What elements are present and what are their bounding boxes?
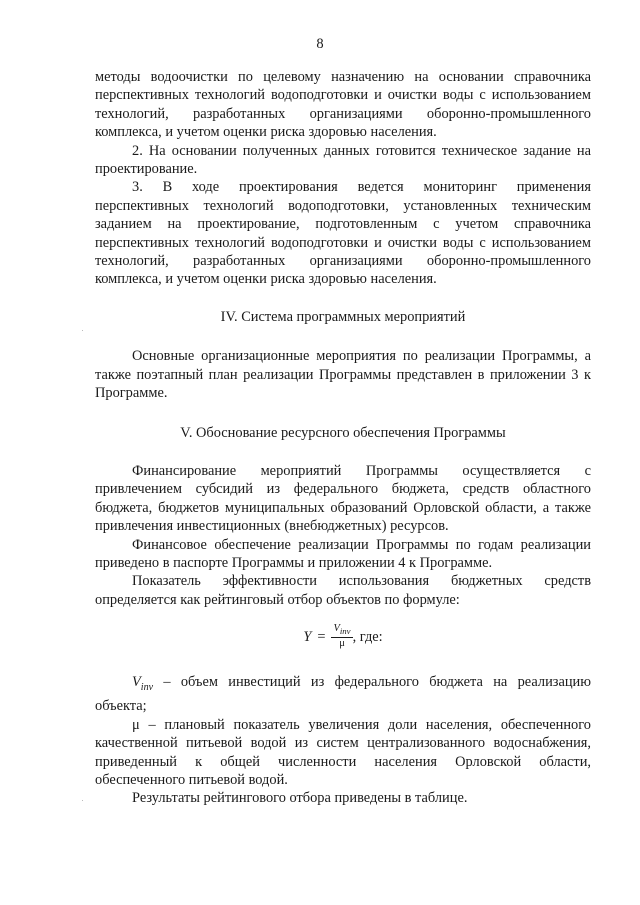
paragraph-financial-support: Финансовое обеспечение реализации Программы по годам реализации приведено в паспорте Программы и приложении 4 к Программе. [95, 536, 591, 571]
paragraph-efficiency-indicator: Показатель эффективности использования бюджетных средств определяется как рейтинговый отбор объектов по формуле: [95, 573, 591, 608]
formula-numerator [331, 623, 352, 638]
paragraph-results: Результаты рейтингового отбора приведены в таблице. [132, 790, 468, 807]
scan-mark [82, 800, 83, 801]
definition-vinv-sub: inv [140, 682, 154, 694]
scan-mark [82, 330, 83, 331]
rating-formula [303, 623, 382, 650]
paragraph-item-3: 3. В ходе проектирования ведется мониторинг применения перспективных технологий водоподготовки, установленных техническим заданием на проектирование, подготовленным с учетом справочника перспективных технологий водоподготовки и очистки воды с использованием технологий, разработанных организациями оборонно-промышленного комплекса, и учетом оценки риска здоровью населения. [95, 179, 591, 288]
paragraph-activities: Основные организационные мероприятия по реализации Программы, а также поэтапный план реализации Программы представлен в приложении 3 к Программе. [95, 348, 591, 402]
formula-numerator-sub: inv [339, 626, 351, 637]
formula-lhs: Y [303, 628, 312, 645]
formula-block [95, 623, 591, 657]
definition-vinv-letter: V [132, 674, 141, 691]
definition-mu: μ – плановый показатель увеличения доли населения, обеспеченного качественной питьевой водой из систем централизованного водоснабжения, приведенный к общей численности населения Орловской области, обеспеченного питьевой водой. [95, 716, 591, 789]
section-heading-v: V. Обоснование ресурсного обеспечения Программы [180, 424, 506, 441]
definition-vinv-symbol [132, 674, 154, 694]
paragraph-methods: методы водоочистки по целевому назначению на основании справочника перспективных технологий водоподготовки и очистки воды с использованием технологий, разработанных организациями оборонно-промышленного комплекса, и учетом оценки риска здоровью населения. [95, 69, 591, 141]
definition-vinv-text: – объем инвестиций из федерального бюджета на реализацию объекта; [95, 674, 591, 715]
formula-equals: = [317, 628, 326, 645]
formula-numerator-symbol: V [333, 623, 340, 635]
paragraph-financing: Финансирование мероприятий Программы осуществляется с привлечением субсидий из федерального бюджета, средств областного бюджета, бюджетов муниципальных образований Орловской области, а также привлечения инвестиционных (внебюджетных) ресурсов. [95, 462, 591, 535]
document-body [95, 68, 591, 808]
page-number: 8 [316, 36, 324, 52]
paragraph-item-2: 2. На основании полученных данных готовится техническое задание на проектирование. [95, 142, 591, 178]
definition-vinv [95, 673, 591, 716]
formula-denominator: μ [339, 638, 345, 650]
formula-suffix: , где: [352, 628, 383, 645]
formula-fraction [331, 623, 352, 650]
section-heading-iv: IV. Система программных мероприятий [220, 308, 466, 325]
